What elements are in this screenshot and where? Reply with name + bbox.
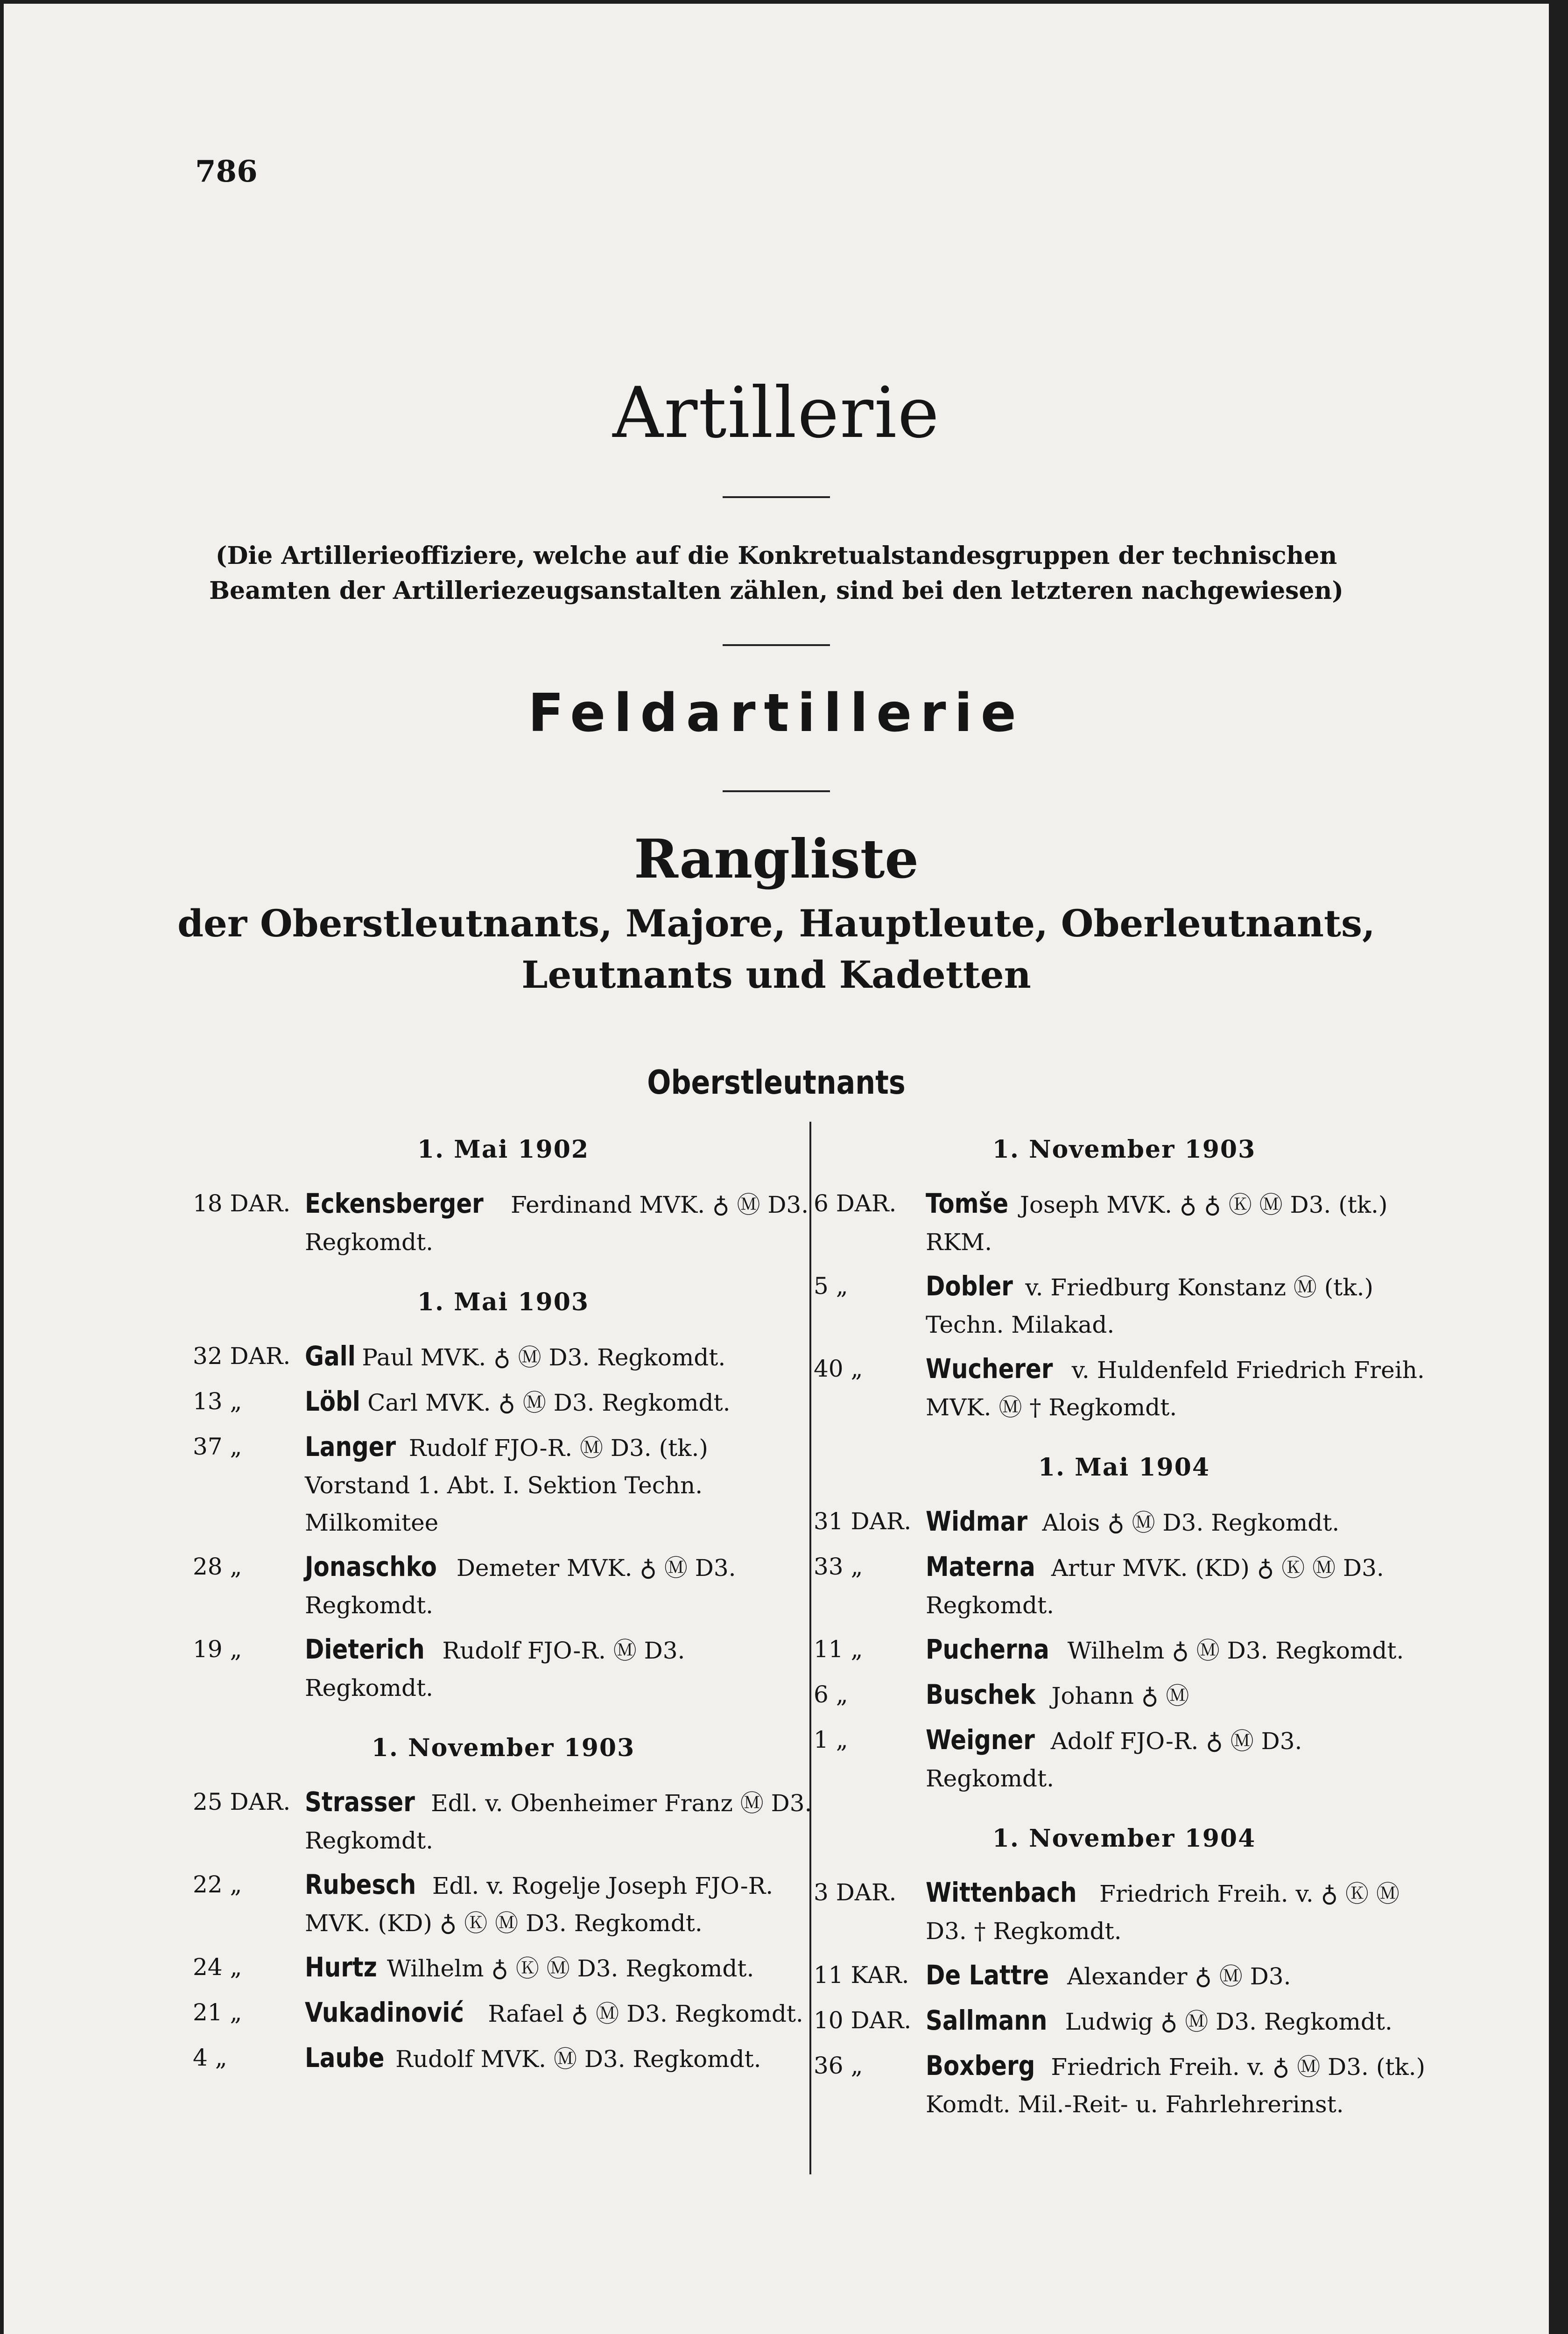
list-item: [814, 2002, 1434, 2040]
unit-label: 11 KAR.: [814, 1961, 909, 1989]
entry-details: Artur MVK. (KD) ♁ Ⓚ Ⓜ D3. Regkomdt.: [926, 1554, 1384, 1619]
entry-details: Demeter MVK. ♁ Ⓜ D3. Regkomdt.: [305, 1554, 736, 1619]
entry-details: Edl. v. Rogelje Joseph FJO-R. MVK. (KD) ♁ Ⓚ Ⓜ D3. Regkomdt.: [305, 1872, 773, 1937]
date-heading: 1. Mai 1904: [1038, 1453, 1210, 1482]
officer-name: Wittenbach: [926, 1877, 1077, 1908]
unit-label: 32 DAR.: [193, 1343, 291, 1370]
officer-name: Rubesch: [305, 1869, 416, 1900]
officer-name: Wucherer: [926, 1353, 1053, 1385]
list-item: [193, 1631, 814, 1707]
entry-details: Alois ♁ Ⓜ D3. Regkomdt.: [1042, 1509, 1340, 1536]
entry-details: Wilhelm ♁ Ⓜ D3. Regkomdt.: [1067, 1637, 1404, 1664]
entry-details: Rudolf MVK. Ⓜ D3. Regkomdt.: [395, 2046, 761, 2073]
list-item: [814, 2047, 1434, 2123]
list-item: [193, 1866, 814, 1942]
entry-details: Edl. v. Obenheimer Franz Ⓜ D3. Regkomdt.: [305, 1790, 812, 1854]
unit-label: 36 „: [814, 2052, 863, 2079]
unit-label: 5 „: [814, 1272, 848, 1300]
unit-label: 21 „: [193, 1999, 242, 2026]
right-column: [814, 1133, 1434, 2130]
list-item: [814, 1350, 1434, 1426]
officer-name: Boxberg: [926, 2050, 1035, 2081]
entry-details: Alexander ♁ Ⓜ D3.: [1067, 1963, 1291, 1990]
officer-name: Buschek: [926, 1679, 1036, 1710]
list-subtitle-line-1: der Oberstleutnants, Majore, Hauptleute, Oberleutnants,: [177, 901, 1375, 945]
unit-label: 13 „: [193, 1388, 242, 1415]
unit-label: 4 „: [193, 2044, 227, 2071]
officer-name: Gall: [305, 1340, 356, 1372]
officer-name: Hurtz: [305, 1951, 377, 1983]
officer-name: Strasser: [305, 1786, 415, 1818]
entry-details: Rafael ♁ Ⓜ D3. Regkomdt.: [488, 2000, 803, 2027]
officer-name: Weigner: [926, 1724, 1035, 1756]
date-heading: 1. November 1904: [992, 1824, 1256, 1853]
section-heading: Feldartillerie: [528, 683, 1025, 744]
officer-name: De Lattre: [926, 1959, 1049, 1991]
entry-details: Ferdinand MVK. ♁ Ⓜ D3. Regkomdt.: [305, 1191, 809, 1256]
unit-label: 19 „: [193, 1636, 242, 1663]
entry-details: v. Friedburg Konstanz Ⓜ (tk.) Techn. Milakad.: [926, 1274, 1374, 1338]
left-column: [193, 1133, 814, 2084]
officer-name: Laube: [305, 2042, 385, 2074]
list-item: [193, 1428, 814, 1541]
unit-label: 22 „: [193, 1871, 242, 1898]
officer-name: Widmar: [926, 1505, 1028, 1537]
list-title: Rangliste: [634, 828, 919, 890]
date-heading: 1. November 1903: [992, 1135, 1256, 1164]
rank-group-heading: Oberstleutnants: [647, 1063, 906, 1102]
unit-label: 24 „: [193, 1954, 242, 1981]
officer-name: Löbl: [305, 1385, 360, 1417]
entry-details: v. Huldenfeld Friedrich Freih. MVK. Ⓜ † Regkomdt.: [926, 1357, 1425, 1421]
unit-label: 1 „: [814, 1726, 848, 1753]
officer-name: Vukadinović: [305, 1997, 464, 2028]
unit-label: 31 DAR.: [814, 1508, 912, 1535]
list-item: [814, 1631, 1434, 1669]
officer-name: Eckensberger: [305, 1188, 484, 1219]
list-item: [814, 1721, 1434, 1797]
entry-details: Rudolf FJO-R. Ⓜ D3. Regkomdt.: [305, 1637, 685, 1701]
note-paragraph: (Die Artillerieoffiziere, welche auf die Konkretualstandesgruppen der technischen Beamten der Artilleriezeugsanstalten zählen, sind bei den letzteren nachgewiesen): [209, 541, 1343, 605]
list-item: [193, 1185, 814, 1261]
unit-label: 6 „: [814, 1681, 848, 1708]
list-item: [814, 1185, 1434, 1261]
officer-name: Dobler: [926, 1270, 1013, 1302]
page-number: 786: [195, 154, 258, 189]
page: [4, 4, 1549, 2334]
unit-label: 28 „: [193, 1553, 242, 1580]
list-item: [814, 1874, 1434, 1950]
entry-details: Joseph MVK. ♁ ♁ Ⓚ Ⓜ D3. (tk.) RKM.: [926, 1191, 1388, 1256]
list-item: [814, 1267, 1434, 1343]
unit-label: 37 „: [193, 1433, 242, 1460]
officer-name: Pucherna: [926, 1633, 1049, 1665]
entry-details: Ludwig ♁ Ⓜ D3. Regkomdt.: [1065, 2008, 1392, 2035]
date-heading: 1. Mai 1902: [417, 1135, 590, 1164]
list-item: [814, 1503, 1434, 1541]
list-item: [193, 1783, 814, 1859]
unit-label: 6 DAR.: [814, 1190, 897, 1217]
divider: [723, 496, 830, 498]
unit-label: 11 „: [814, 1636, 863, 1663]
entry-details: Adolf FJO-R. ♁ Ⓜ D3. Regkomdt.: [926, 1728, 1302, 1792]
list-item: [814, 1548, 1434, 1624]
list-subtitle: [4, 898, 1549, 1000]
list-item: [193, 1337, 814, 1376]
page-title: Artillerie: [612, 373, 940, 454]
officer-name: Dieterich: [305, 1633, 425, 1665]
entry-details: Friedrich Freih. v. ♁ Ⓜ D3. (tk.) Komdt. Mil.-Reit- u. Fahrlehrerinst.: [926, 2053, 1426, 2118]
officer-name: Materna: [926, 1551, 1035, 1582]
unit-label: 33 „: [814, 1553, 863, 1580]
divider: [723, 644, 830, 646]
list-item: [193, 2039, 814, 2078]
unit-label: 25 DAR.: [193, 1788, 291, 1815]
entry-details: Friedrich Freih. v. ♁ Ⓚ Ⓜ D3. † Regkomdt.: [926, 1880, 1399, 1945]
entry-details: Carl MVK. ♁ Ⓜ D3. Regkomdt.: [367, 1389, 731, 1416]
entry-details: Rudolf FJO-R. Ⓜ D3. (tk.) Vorstand 1. Abt. I. Sektion Techn. Milkomitee: [305, 1434, 708, 1536]
officer-name: Tomše: [926, 1188, 1009, 1219]
entry-details: Paul MVK. ♁ Ⓜ D3. Regkomdt.: [362, 1344, 726, 1371]
list-item: [193, 1383, 814, 1421]
officer-name: Sallmann: [926, 2004, 1048, 2036]
unit-label: 10 DAR.: [814, 2007, 912, 2034]
officer-name: Langer: [305, 1431, 396, 1462]
unit-label: 40 „: [814, 1355, 863, 1382]
officer-name: Jonaschko: [305, 1551, 437, 1582]
divider: [723, 790, 830, 792]
list-item: [814, 1676, 1434, 1715]
date-heading: 1. November 1903: [371, 1734, 635, 1762]
unit-label: 18 DAR.: [193, 1190, 291, 1217]
list-item: [814, 1956, 1434, 1995]
entry-details: Johann ♁ Ⓜ: [1051, 1682, 1189, 1709]
list-subtitle-line-2: Leutnants und Kadetten: [521, 953, 1031, 997]
entry-details: Wilhelm ♁ Ⓚ Ⓜ D3. Regkomdt.: [387, 1955, 754, 1982]
list-item: [193, 1948, 814, 1987]
list-item: [193, 1548, 814, 1624]
date-heading: 1. Mai 1903: [417, 1288, 590, 1316]
list-item: [193, 1994, 814, 2032]
unit-label: 3 DAR.: [814, 1879, 897, 1906]
